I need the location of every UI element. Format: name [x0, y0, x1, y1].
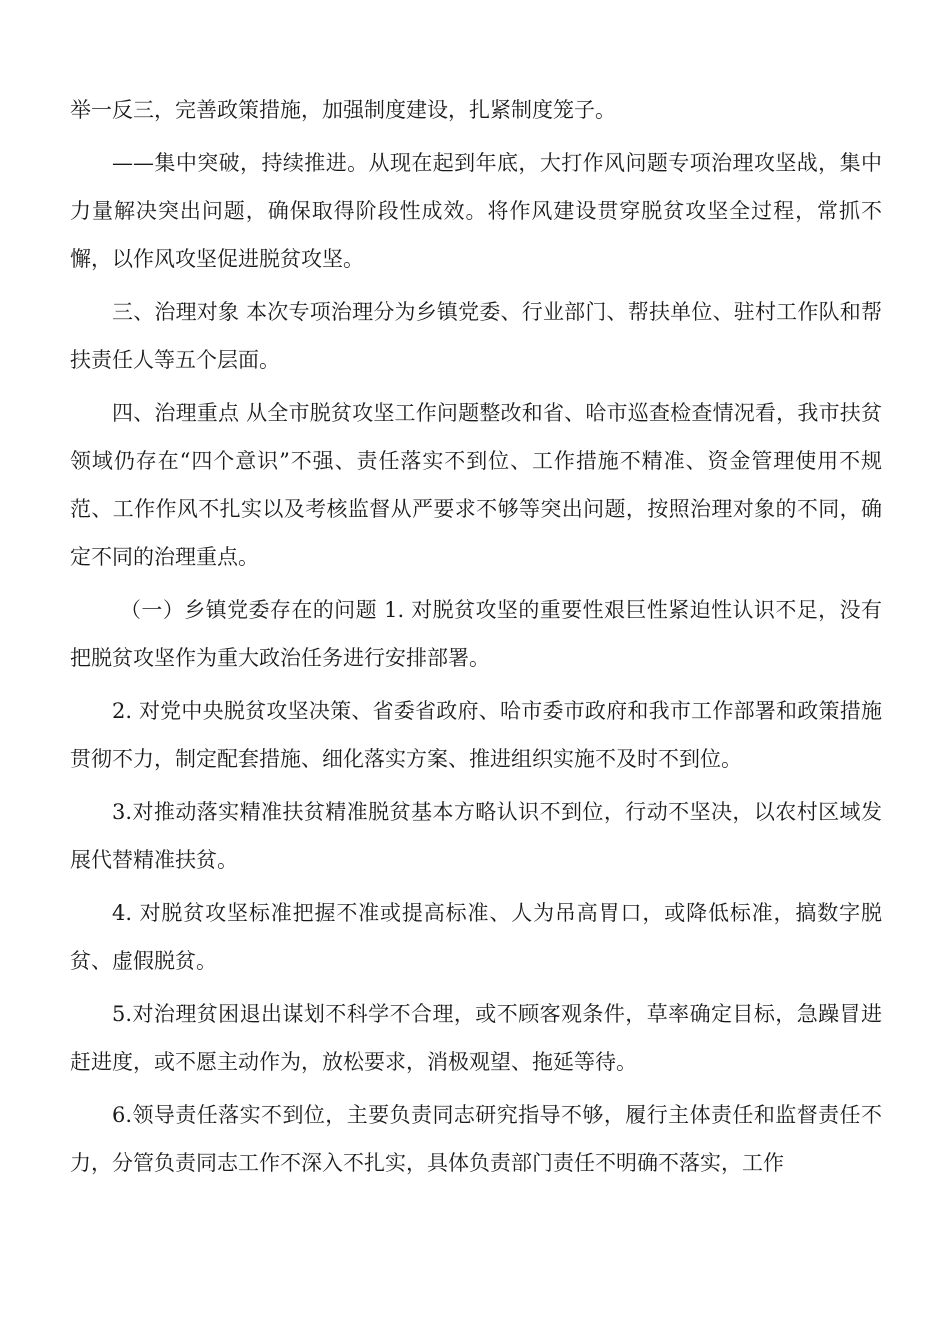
list-item-3: 3.对推动落实精准扶贫精准脱贫基本方略认识不到位，行动不坚决，以农村区域发展代替精准扶贫。 [70, 800, 882, 872]
list-item-6: 6.领导责任落实不到位，主要负责同志研究指导不够，履行主体责任和监督责任不力，分管负责同志工作不深入不扎实，具体负责部门责任不明确不落实，工作 [70, 1103, 882, 1175]
paragraph-concentrated-breakthrough: ——集中突破，持续推进。从现在起到年底，大打作风问题专项治理攻坚战，集中力量解决突出问题，确保取得阶段性成效。将作风建设贯穿脱贫攻坚全过程，常抓不懈，以作风攻坚促进脱贫攻坚。 [70, 151, 882, 271]
list-item-2: 2. 对党中央脱贫攻坚决策、省委省政府、哈市委市政府和我市工作部署和政策措施贯彻不力，制定配套措施、细化落实方案、推进组织实施不及时不到位。 [70, 699, 882, 771]
document-page [70, 86, 882, 1192]
section-governance-targets: 三、治理对象 本次专项治理分为乡镇党委、行业部门、帮扶单位、驻村工作队和帮扶责任人等五个层面。 [70, 300, 882, 372]
subsection-township-party-committee: （一）乡镇党委存在的问题 1. 对脱贫攻坚的重要性艰巨性紧迫性认识不足，没有把脱贫攻坚作为重大政治任务进行安排部署。 [70, 598, 882, 670]
list-item-5: 5.对治理贫困退出谋划不科学不合理，或不顾客观条件，草率确定目标，急躁冒进赶进度，或不愿主动作为，放松要求，消极观望、拖延等待。 [70, 1002, 882, 1074]
paragraph-continuation: 举一反三，完善政策措施，加强制度建设，扎紧制度笼子。 [70, 98, 616, 122]
list-item-4: 4. 对脱贫攻坚标准把握不准或提高标准、人为吊高胃口，或降低标准，搞数字脱贫、虚假脱贫。 [70, 901, 882, 973]
section-governance-focus: 四、治理重点 从全市脱贫攻坚工作问题整改和省、哈市巡查检查情况看，我市扶贫领域仍存在“四个意识”不强、责任落实不到位、工作措施不精准、资金管理使用不规范、工作作风不扎实以及考核监督从严要求不够等突出问题，按照治理对象的不同，确定不同的治理重点。 [70, 401, 882, 569]
